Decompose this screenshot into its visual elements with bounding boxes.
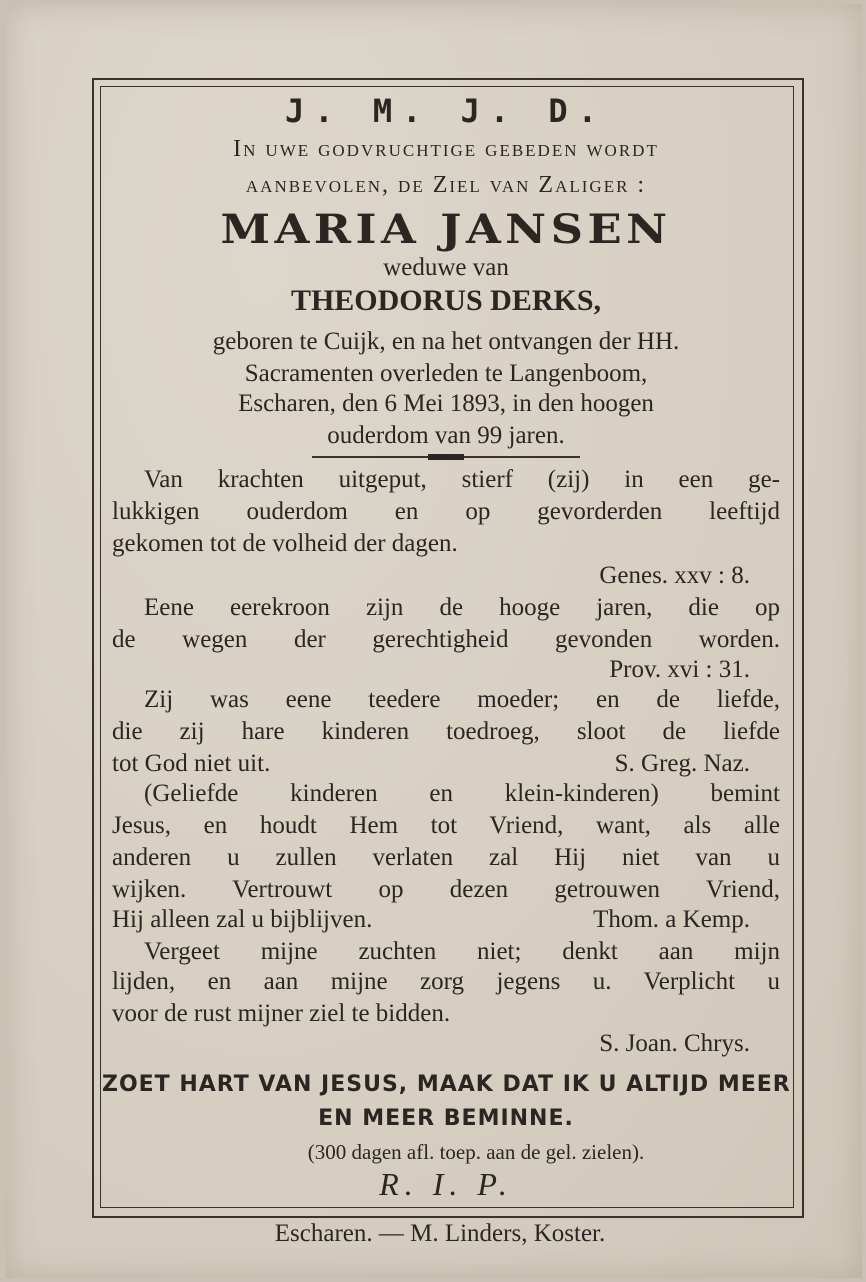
- intro-line-2: aanbevolen, de Ziel van Zaliger :: [245, 172, 647, 198]
- card-content: [102, 88, 790, 1204]
- verse-line: die zij hare kinderen toedroeg, sloot de liefde: [112, 718, 780, 745]
- verse-source: Genes. xxv : 8.: [599, 562, 750, 589]
- verse-line: lijden, en aan mijne zorg jegens u. Verplicht u: [112, 968, 780, 995]
- verse-source: S. Greg. Naz.: [614, 750, 750, 777]
- relation-text: weduwe van: [383, 254, 509, 281]
- verse-line: anderen u zullen verlaten zal Hij niet van u: [112, 844, 780, 871]
- verse-line: Van krachten uitgeput, stierf (zij) in een ge-: [144, 466, 780, 493]
- verse-line: (Geliefde kinderen en klein-kinderen) bemint: [144, 780, 780, 807]
- intro-line-1: In uwe godvruchtige gebeden wordt: [233, 136, 659, 162]
- verse-source: Prov. xvi : 31.: [609, 656, 750, 683]
- verse-line: Vergeet mijne zuchten niet; denkt aan mijn: [144, 938, 780, 965]
- spouse-name: THEODORUS DERKS,: [290, 284, 602, 317]
- verse-line: Zij was eene teedere moeder; en de liefde,: [144, 686, 780, 713]
- indulgence-note: (300 dagen afl. toep. aan de gel. zielen).: [307, 1140, 645, 1164]
- verse-line: gekomen tot de volheid der dagen.: [112, 530, 458, 557]
- verse-source: S. Joan. Chrys.: [599, 1030, 750, 1057]
- bio-line-1: geboren te Cuijk, en na het ontvangen der HH.: [212, 328, 680, 355]
- prayer-line-1: ZOET HART VAN JESUS, MAAK DAT IK U ALTIJD MEER: [102, 1072, 791, 1097]
- bio-line-4: ouderdom van 99 jaren.: [327, 422, 565, 449]
- monogram: J. M. J. D.: [285, 92, 607, 130]
- divider-ornament: [428, 454, 464, 460]
- memorial-card: [6, 4, 862, 1278]
- verse-line: Eene eerekroon zijn de hooge jaren, die op: [144, 594, 780, 621]
- prayer-line-2: EN MEER BEMINNE.: [318, 1106, 574, 1131]
- verse-line: de wegen der gerechtigheid gevonden worden.: [112, 626, 780, 653]
- verse-line: Jesus, en houdt Hem tot Vriend, want, als alle: [112, 812, 780, 839]
- verse-line: lukkigen ouderdom en op gevorderden leeftijd: [112, 498, 780, 525]
- bio-line-2: Sacramenten overleden te Langenboom,: [244, 360, 648, 387]
- verse-line: Hij alleen zal u bijblijven.: [112, 906, 373, 933]
- verse-line: wijken. Vertrouwt op dezen getrouwen Vriend,: [112, 876, 780, 903]
- verse-line: tot God niet uit.: [112, 750, 271, 777]
- verse-line: voor de rust mijner ziel te bidden.: [112, 1000, 451, 1027]
- rip-closing: R. I. P.: [379, 1166, 513, 1202]
- bio-line-3: Escharen, den 6 Mei 1893, in den hoogen: [238, 390, 654, 417]
- deceased-name: MARIA JANSEN: [220, 206, 672, 253]
- verse-source: Thom. a Kemp.: [593, 906, 750, 933]
- printer-footer: Escharen. — M. Linders, Koster.: [274, 1220, 606, 1247]
